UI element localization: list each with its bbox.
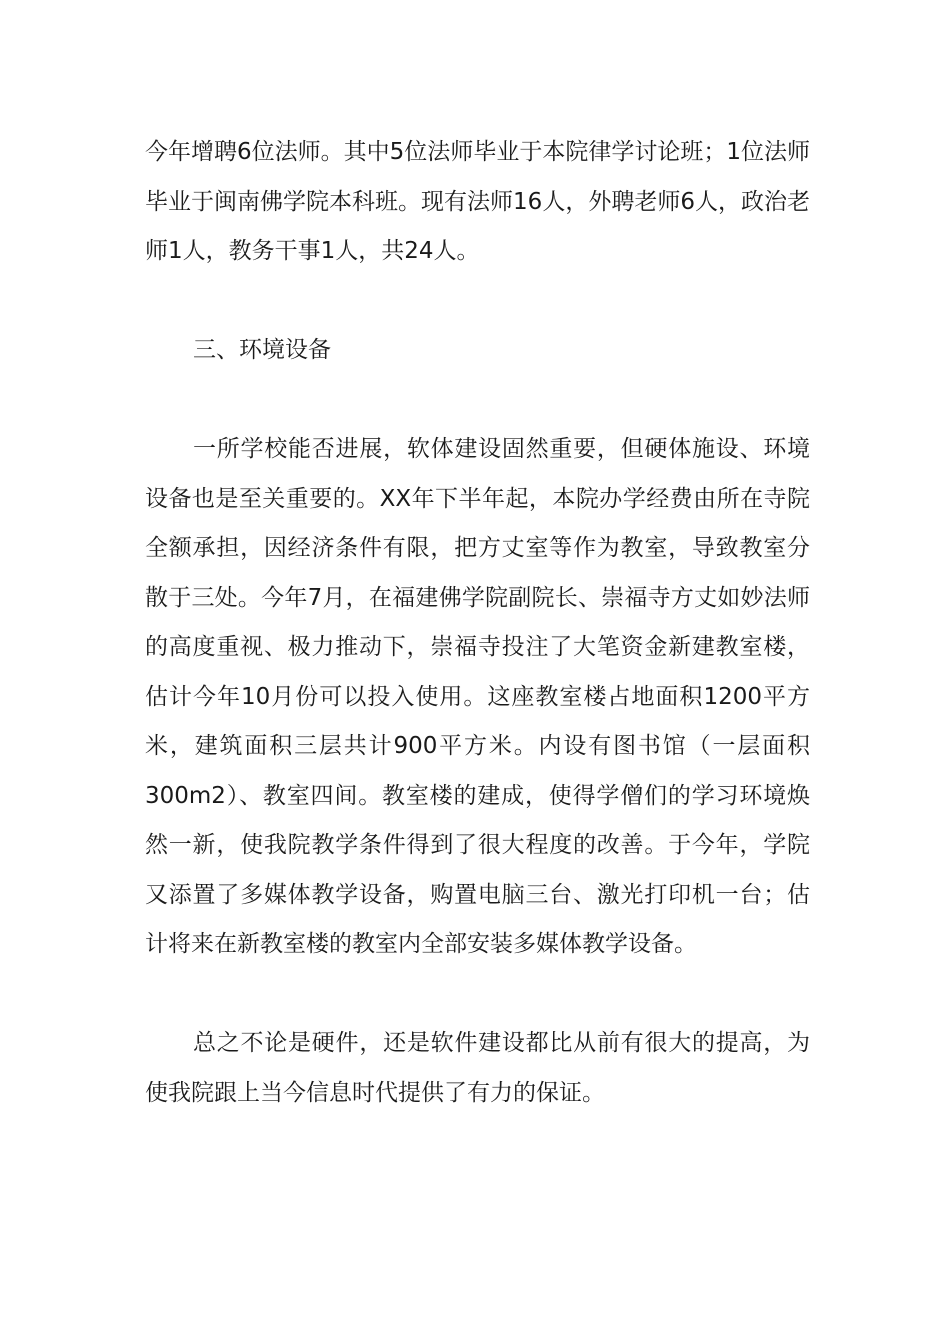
paragraph-facilities: 一所学校能否进展，软体建设固然重要，但硬体施设、环境设备也是至关重要的。XX年下半年起，本院办学经费由所在寺院全额承担，因经济条件有限，把方丈室等作为教室，导致教室分散于三处。今年7月，在福建佛学院副院长、崇福寺方丈如妙法师的高度重视、极力推动下，崇福寺投注了大笔资金新建教室楼，估计今年10月份可以投入使用。这座教室楼占地面积1200平方米，建筑面积三层共计900平方米。内设有图书馆（一层面积300m2）、教室四间。教室楼的建成，使得学僧们的学习环境焕然一新，使我院教学条件得到了很大程度的改善。于今年，学院又添置了多媒体教学设备，购置电脑三台、激光打印机一台；估计将来在新教室楼的教室内全部安装多媒体教学设备。 bbox=[145, 436, 810, 957]
paragraph-staff: 今年增聘6位法师。其中5位法师毕业于本院律学讨论班；1位法师毕业于闽南佛学院本科班。现有法师16人，外聘老师6人，政治老师1人，教务干事1人，共24人。 bbox=[145, 139, 810, 264]
paragraph-spacer bbox=[145, 277, 810, 327]
section-heading-environment: 三、环境设备 bbox=[193, 337, 331, 363]
paragraph-spacer bbox=[145, 970, 810, 1020]
paragraph-summary: 总之不论是硬件，还是软件建设都比从前有很大的提高，为使我院跟上当今信息时代提供了有力的保证。 bbox=[145, 1030, 810, 1106]
document-body bbox=[145, 128, 810, 1118]
paragraph-spacer bbox=[145, 376, 810, 426]
